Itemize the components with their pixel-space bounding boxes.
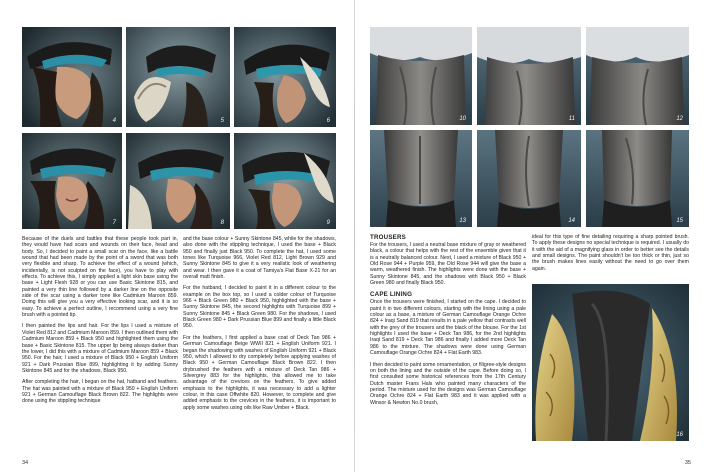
photo-10-trousers xyxy=(370,27,472,125)
photo-6-hat-profile xyxy=(234,27,336,127)
photo-number: 5 xyxy=(220,118,224,124)
paragraph: Because of the duels and battles that these people took part in, they would have had scars and wounds on their face, head and body. So, I decided to paint a small scar on the face, like a battle wound that had been made by the point of a sword that was both very flexible and sharp. To achieve the effect of a wound (which, incidentally, is not sculpted on the face), you have to play with effects. To achieve this, I simply applied a light skin base using the base + Light Flesh 928 or you can use Basic Skintone 815, and painted a very thin line followed by a darker line on the opposite side of the scar using a darker tone like Cadmium Maroon 859. Doing this will give you a very effective looking scar, and it is so easy. To achieve a perfect outline, I recommend using a very fine brush with a pointed tip. xyxy=(22,236,178,319)
paragraph: After completing the hair, I began on the hat, hatband and feathers. The hat was painted with a mixture of Black 950 + English Uniform 921 + German Camouflage Black Brown 822. The highlights were done using the stippling technique xyxy=(22,379,178,405)
right-text-column-2 xyxy=(532,234,689,277)
left-text-column-1 xyxy=(22,236,178,410)
paragraph: For the hatband, I decided to paint it in a different colour to the example on the box top, so I used a colder colour of Turquoise 966 + Black Green 980 + Black 950, highlighted with the base + Sunny Skintone 845, the second highlights with Turquoise 899 + Sunny Skintone 845 + Black Green 980. For the shadows, I used Black Green 980 + Dark Prussian Blue 899 and finally a little Black 950. xyxy=(183,285,336,330)
photo-13-trouser-legs xyxy=(370,130,472,227)
left-text-column-2 xyxy=(183,236,336,416)
photo-15-trouser-legs xyxy=(586,130,689,227)
photo-number: 13 xyxy=(459,218,466,224)
paragraph: and the base colour + Sunny Skintone 845, while for the shadows, also done with the stippling technique, I used the base + Black 950 and finally just Black 950. To complete the hat, I used some tones like Turquoise 966, Violet Red 812, Light Brown 929 and Sunny Skintone 845 to give it a very realistic look of weathering and wear. I then gave it a coat of Tamiya's Flat Base X-21 for an overall matt finish. xyxy=(183,236,336,281)
left-page xyxy=(0,0,354,472)
photo-7-face-front xyxy=(22,133,122,229)
right-text-column-1 xyxy=(370,234,526,411)
paragraph: I then painted the lips and hair. For the lips I used a mixture of Violet Red 812 and Cadmium Maroon 859. I then outlined them with Cadmium Maroon 859 + Black 950 and highlighted them using the base + Basic Skintone 815. The upper lip being always darker than the lower, I did this with a mixture of Cadmium Maroon 859 + Black 950. For the hair, I used a mixture of Black 950 + English Uniform 921 + Dark Prussian Blue 899, highlighting it by adding Sunny Skintone 845 and for the shadows, Black 950. xyxy=(22,323,178,374)
photo-9-hat-back xyxy=(234,133,336,229)
paragraph: I then decided to paint some ornamentation, or filigree-style designs on both the lining and the outside of the cape. Before doing so, I first consulted some historical references from the 17th Century Dutch master Frans Hals who painted many characters of the period. The mixture used for the designs was German Camouflage Orange Ochre 824 + Flat Earth 983 and it was applied with a Winsor & Newton No.0 brush, xyxy=(370,361,526,406)
paragraph: For the feathers, I first applied a base coat of Deck Tan 986 + German Camouflage Beige WWII 821 + English Uniform 921. I began the shadowing with washes of English Uniform 921 + Black 950, which I allowed to dry completely before applying washes of Black 950 + German Camouflage Black Brown 822. I then drybrushed the feathers with a mixture of Deck Tan 986 + Silvergrey 883 for the highlights, this allowed me to take advantage of the crevices on the feathers. To give added emphasis to the highlights, it was necessary to add a lighter colour, in this case Offwhite 820. However, to complete and give added emphasis to the crevices in the feathers, it is important to apply some washes using oils like Raw Umber + Black. xyxy=(183,334,336,411)
photo-number: 7 xyxy=(112,220,116,226)
photo-number: 10 xyxy=(459,116,466,122)
photo-number: 8 xyxy=(220,220,224,226)
photo-14-trouser-legs xyxy=(477,130,581,227)
photo-11-trousers xyxy=(477,27,581,125)
photo-4-face-scar xyxy=(22,27,122,127)
photo-number: 12 xyxy=(676,116,683,122)
page-number: 35 xyxy=(684,460,691,466)
right-page xyxy=(355,0,709,472)
photo-number: 14 xyxy=(568,218,575,224)
paragraph: ideal for this type of fine detailing requiring a sharp pointed brush. To apply these designs no special technique is required. I usually do it with the aid of a magnifying glass in order to better see the details and small designs. The paint shouldn't be too thick or thin, just so the brush makes lines easily without the need to go over them again. xyxy=(532,234,689,272)
photo-number: 6 xyxy=(326,118,330,124)
photo-8-face-threequarter xyxy=(126,133,230,229)
photo-16-cape xyxy=(532,284,689,441)
section-heading-cape-lining: CAPE LINING xyxy=(370,291,413,299)
photo-number: 15 xyxy=(676,218,683,224)
photo-number: 4 xyxy=(112,118,116,124)
photo-12-trousers xyxy=(586,27,689,125)
photo-5-hat-feathers xyxy=(126,27,230,127)
paragraph: Once the trousers were finished, I started on the cape. I decided to paint it in two different colours, starting with the lining using a pale colour as a base, a mixture of German Camouflage Orange Ochre 824 + Iraqi Sand 819 that results in a pale yellow that contrasts well with the grey of the trousers and the black of the blouse. For the 1st highlights I used the base + Deck Tan 986, for the 2nd highlights Iraqi Sand 819 + Deck Tan 986 and finally I added more Deck Tan 986 to the mixture. The shadows were done using German Camouflage Orange Ochre 824 + Flat Earth 983. xyxy=(370,299,526,357)
photo-number: 9 xyxy=(326,220,330,226)
section-heading-trousers: TROUSERS xyxy=(370,234,406,241)
paragraph: For the trousers, I used a neutral base mixture of gray or weathered black, a colour that helps with the rest of the ensemble given that it is a neutrally balanced colour. Next, I used a mixture of Black 950 + Old Rose 944 + Purple 959, the Old Rose 944 will give the base a warm, weathered finish. The highlights were done with the base + Sunny Skintone 845, and the shadows with Black 950 + Black Green 980 and finally Black 950. xyxy=(370,242,526,287)
page-number: 34 xyxy=(22,460,29,466)
photo-number: 11 xyxy=(568,116,575,122)
photo-number: 16 xyxy=(676,432,683,438)
